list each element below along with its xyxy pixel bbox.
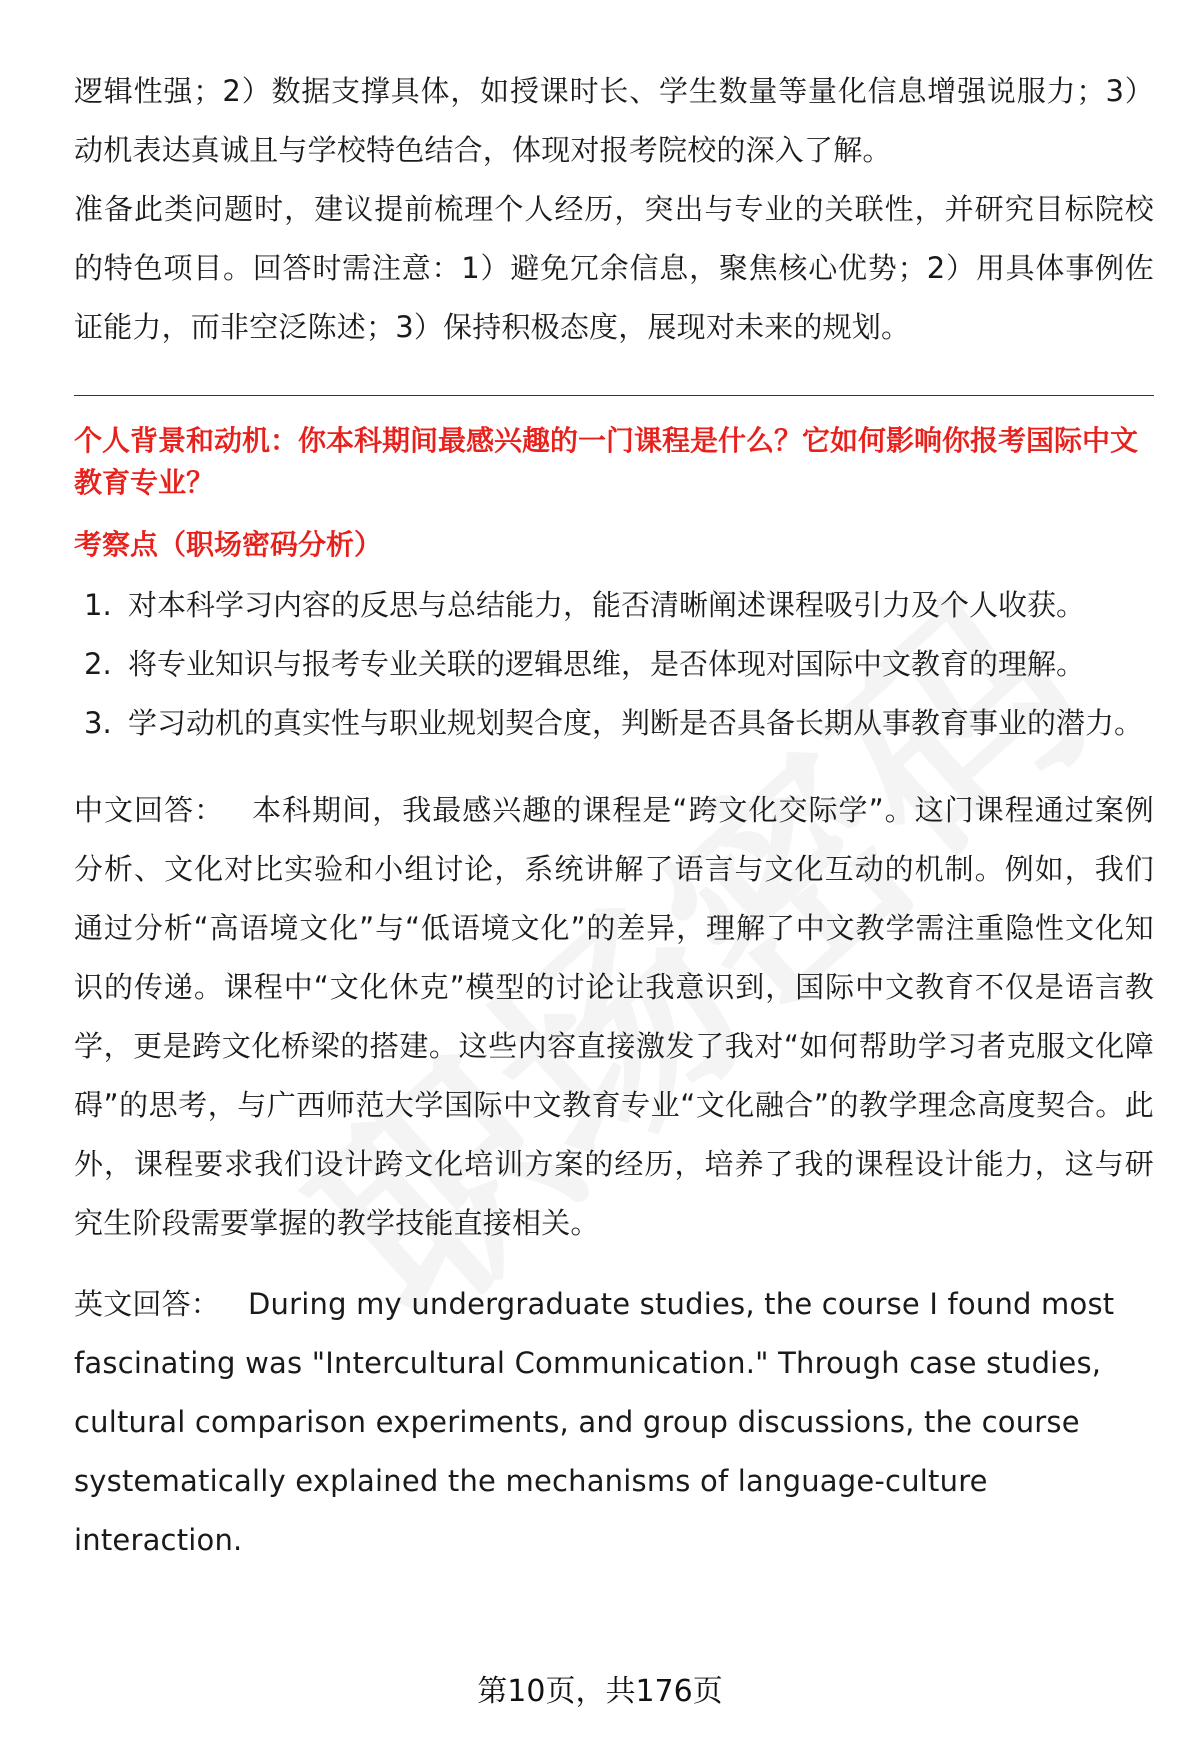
chinese-answer-text: 本科期间，我最感兴趣的课程是“跨文化交际学”。这门课程通过案例分析、文化对比实验和小组讨论，系统讲解了语言与文化互动的机制。例如，我们通过分析“高语境文化”与“低语境文化”的差异，理解了中文教学需注重隐性文化知识的传递。课程中“文化休克”模型的讨论让我意识到，国际中文教育不仅是语言教学，更是跨文化桥梁的搭建。这些内容直接激发了我对“如何帮助学习者克服文化障碍”的思考，与广西师范大学国际中文教育专业“文化融合”的教学理念高度契合。此外，课程要求我们设计跨文化培训方案的经历，培养了我的课程设计能力，这与研究生阶段需要掌握的教学技能直接相关。	[74, 793, 1154, 1240]
page-number: 第10页，共176页	[477, 1674, 723, 1709]
points-heading: 考察点（职场密码分析）	[74, 528, 383, 561]
intro-paragraph-2: 准备此类问题时，建议提前梳理个人经历，突出与专业的关联性，并研究目标院校的特色项目。回答时需注意：1）避免冗余信息，聚焦核心优势；2）用具体事例佐证能力，而非空泛陈述；3）保持积极态度，展现对未来的规划。	[74, 192, 1154, 344]
list-item-number: 1.	[84, 588, 112, 622]
points-list	[74, 576, 1154, 753]
list-item	[74, 694, 1154, 753]
list-item-text: 学习动机的真实性与职业规划契合度，判断是否具备长期从事教育事业的潜力。	[128, 706, 1144, 740]
chinese-answer-label: 中文回答：	[74, 793, 225, 827]
english-answer-text: During my undergraduate studies, the course I found most fascinating was "Intercultural Communication." Through case studies, cultural comparison experiments, and group discussions, the course systematically explained the mechanisms of language-culture interaction.	[74, 1287, 1115, 1557]
list-item-number: 3.	[84, 706, 112, 740]
list-item-number: 2.	[84, 647, 112, 681]
english-answer-label: 英文回答：	[74, 1287, 221, 1321]
list-item	[74, 635, 1154, 694]
document-page	[74, 62, 1154, 1570]
english-answer	[74, 1275, 1154, 1570]
list-item-text: 将专业知识与报考专业关联的逻辑思维，是否体现对国际中文教育的理解。	[128, 647, 1086, 681]
intro-paragraph-1: 逻辑性强；2）数据支撑具体，如授课时长、学生数量等量化信息增强说服力；3）动机表达真诚且与学校特色结合，体现对报考院校的深入了解。	[74, 74, 1154, 167]
list-item	[74, 576, 1154, 635]
section-divider	[74, 395, 1154, 396]
chinese-answer	[74, 781, 1154, 1253]
question-heading: 个人背景和动机：你本科期间最感兴趣的一门课程是什么？它如何影响你报考国际中文教育专业？	[74, 424, 1139, 499]
list-item-text: 对本科学习内容的反思与总结能力，能否清晰阐述课程吸引力及个人收获。	[128, 588, 1086, 622]
